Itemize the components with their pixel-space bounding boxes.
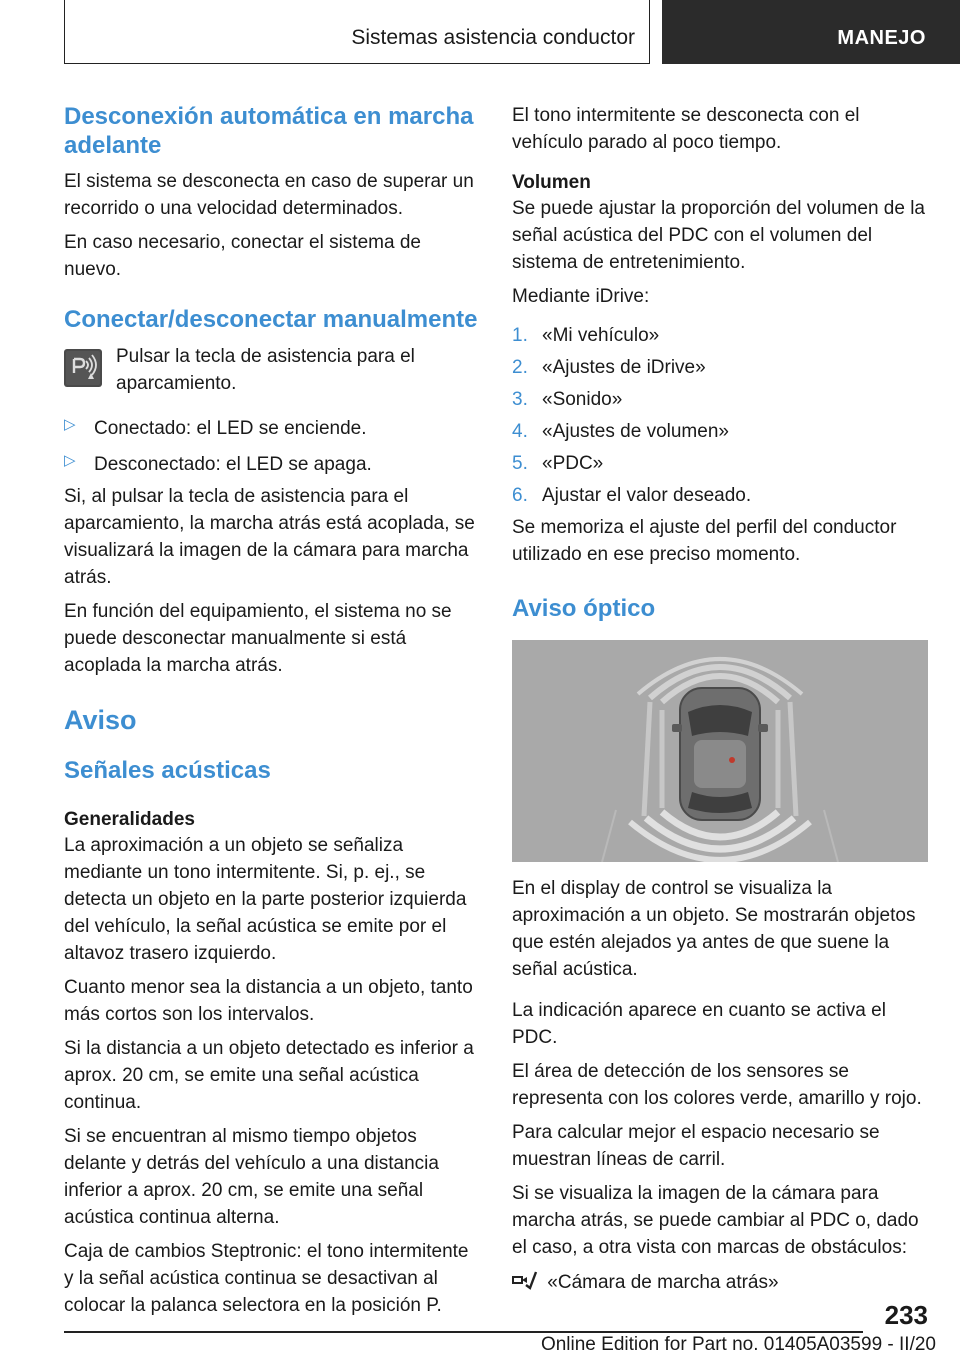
page-number: 233 xyxy=(884,1300,928,1330)
list-item: 3. «Sonido» xyxy=(512,389,623,410)
steps-list xyxy=(512,322,926,509)
paragraph: Se puede ajustar la proporción del volumen de la señal acústica del PDC con el volumen del sistema de entretenimiento. xyxy=(512,198,925,273)
right-column xyxy=(512,100,926,1298)
heading-manual: Conectar/desconectar manualmente xyxy=(64,306,478,333)
heading-volumen: Volumen xyxy=(512,172,591,193)
park-assist-button-icon xyxy=(64,349,102,387)
header-section-box xyxy=(64,0,650,64)
paragraph: Se memoriza el ajuste del perfil del conductor utilizado en ese preciso momento. xyxy=(512,517,897,565)
paragraph: Si se visualiza la imagen de la cámara para marcha atrás, se puede cambiar al PDC o, dado el caso, a otra vista con marcas de obstáculos: xyxy=(512,1183,919,1258)
paragraph: El área de detección de los sensores se representa con los colores verde, amarillo y rojo. xyxy=(512,1061,922,1109)
list-item: 4. «Ajustes de volumen» xyxy=(512,421,729,442)
page-header xyxy=(0,0,960,64)
bullet-item: ▷ Conectado: el LED se enciende. xyxy=(64,416,367,439)
header-chapter-box xyxy=(662,0,960,64)
paragraph: El tono intermitente se desconecta con el vehículo parado al poco tiempo. xyxy=(512,105,860,153)
heading-aviso: Aviso xyxy=(64,705,137,735)
paragraph: El sistema se desconecta en caso de superar un recorrido o una velocidad determinados. xyxy=(64,171,474,219)
pdc-display-figure xyxy=(512,640,928,862)
paragraph: Mediante iDrive: xyxy=(512,286,650,307)
rear-camera-icon xyxy=(512,1268,542,1298)
paragraph: Si se encuentran al mismo tiempo objetos delante y detrás del vehículo a una distancia inferior a aprox. 20 cm, se emite una señal acústica continua alterna. xyxy=(64,1126,439,1228)
header-section-title: Sistemas asistencia conductor xyxy=(351,26,635,49)
camera-option-row xyxy=(512,1268,926,1298)
icon-paragraph xyxy=(64,343,478,397)
heading-optico: Aviso óptico xyxy=(512,595,656,622)
paragraph: La aproximación a un objeto se señaliza mediante un tono intermitente. Si, p. ej., se detecta un objeto en la parte posterior izquierda del vehículo, la señal acústica se emite por el altavoz trasero izquierdo. xyxy=(64,835,467,964)
list-item: 2. «Ajustes de iDrive» xyxy=(512,357,706,378)
paragraph: Cuanto menor sea la distancia a un objeto, tanto más cortos son los intervalos. xyxy=(64,977,473,1025)
header-chapter-title: MANEJO xyxy=(837,27,926,49)
paragraph: En el display de control se visualiza la aproximación a un objeto. Se mostrarán objetos que estén alejados ya antes de que suene la señal acústica. xyxy=(512,878,916,980)
footer-edition: Online Edition for Part no. 01405A03599 - II/20 xyxy=(540,1334,936,1355)
bullet-triangle-icon: ▷ xyxy=(64,452,76,469)
pdc-car-illustration xyxy=(512,640,928,862)
paragraph: Si, al pulsar la tecla de asistencia para el aparcamiento, la marcha atrás está acoplada, se visualizará la imagen de la cámara para marcha atrás. xyxy=(64,486,475,588)
paragraph: Si la distancia a un objeto detectado es inferior a aprox. 20 cm, se emite una señal acústica continua. xyxy=(64,1038,474,1113)
paragraph: En caso necesario, conectar el sistema de nuevo. xyxy=(64,232,421,280)
paragraph: Caja de cambios Steptronic: el tono intermitente y la señal acústica continua se desactivan al colocar la palanca selectora en la posición P. xyxy=(64,1241,469,1316)
list-item: 5. «PDC» xyxy=(512,453,604,474)
list-item: 1. «Mi vehículo» xyxy=(512,325,660,346)
icon-paragraph-text: Pulsar la tecla de asistencia para el aparcamiento. xyxy=(116,346,415,394)
footer-divider xyxy=(64,1331,863,1333)
heading-senales: Señales acústicas xyxy=(64,757,271,784)
bullet-item: ▷ Desconectado: el LED se apaga. xyxy=(64,452,372,475)
paragraph: La indicación aparece en cuanto se activa el PDC. xyxy=(512,1000,886,1048)
paragraph: En función del equipamiento, el sistema no se puede desconectar manualmente si está acoplada la marcha atrás. xyxy=(64,601,452,676)
heading-auto-off: Desconexión automática en marcha adelante xyxy=(64,103,474,159)
paragraph: Para calcular mejor el espacio necesario se muestran líneas de carril. xyxy=(512,1122,880,1170)
heading-generalidades: Generalidades xyxy=(64,809,195,830)
list-item: 6. Ajustar el valor deseado. xyxy=(512,485,752,506)
left-column xyxy=(64,100,478,1319)
bullet-triangle-icon: ▷ xyxy=(64,416,76,433)
camera-option-text: «Cámara de marcha atrás» xyxy=(547,1272,779,1294)
